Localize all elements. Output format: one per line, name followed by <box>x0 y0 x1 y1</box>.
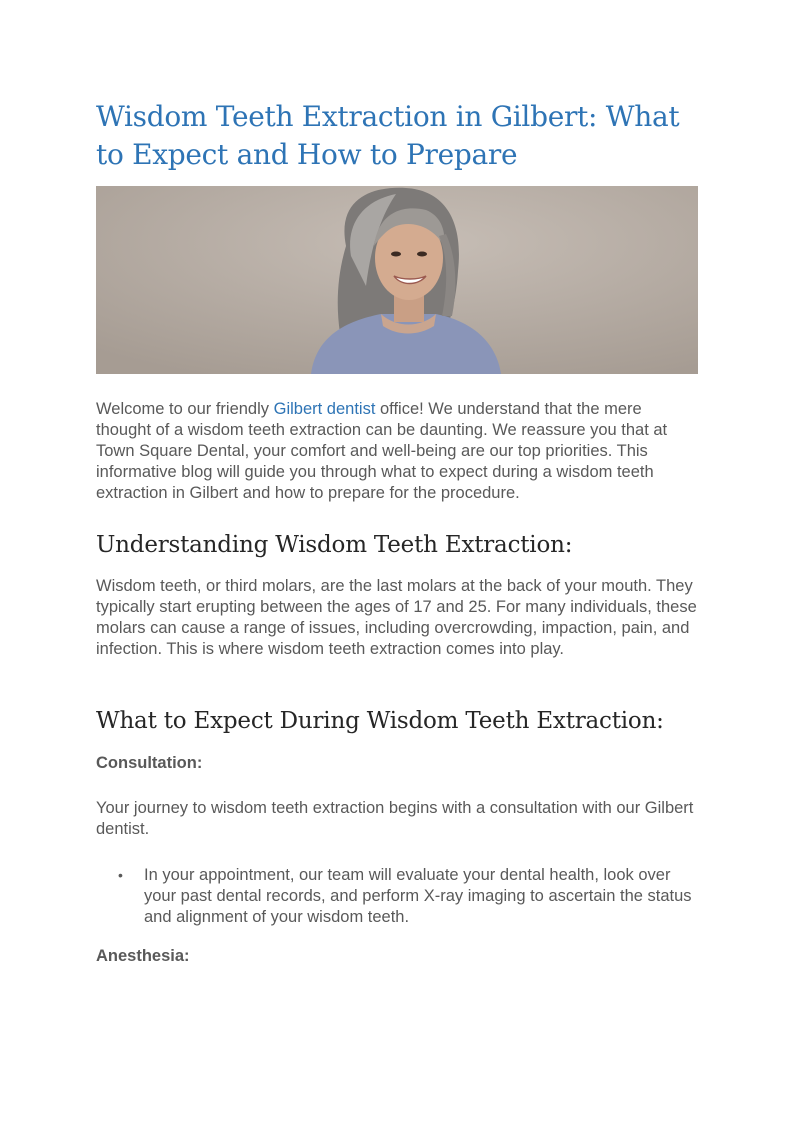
intro-text-start: Welcome to our friendly <box>96 400 274 418</box>
consultation-paragraph: Your journey to wisdom teeth extraction begins with a consultation with our Gilbert dentist. <box>96 799 694 838</box>
page-title: Wisdom Teeth Extraction in Gilbert: What to Expect and How to Prepare <box>96 100 680 171</box>
list-item <box>96 865 700 928</box>
understanding-paragraph: Wisdom teeth, or third molars, are the last molars at the back of your mouth. They typically start erupting between the ages of 17 and 25. For many individuals, these molars can cause a range of issues, including overcrowding, impaction, pain, and infection. This is where wisdom teeth extraction comes into play. <box>96 577 697 658</box>
intro-text-end: office! We understand that the mere thought of a wisdom teeth extraction can be daunting. We reassure you that at Town Square Dental, your comfort and well-being are our top priorities. This informative blog will guide you through what to expect during a wisdom teeth extraction in Gilbert and how to prepare for the procedure. <box>96 400 668 502</box>
section-heading-understanding: Understanding Wisdom Teeth Extraction: <box>96 532 573 558</box>
intro-paragraph <box>96 399 700 504</box>
consultation-bullet-list <box>96 865 700 928</box>
bullet-icon: • <box>118 867 123 883</box>
list-item-text: In your appointment, our team will evaluate your dental health, look over your past dental records, and perform X-ray imaging to ascertain the status and alignment of your wisdom teeth. <box>144 866 692 926</box>
anesthesia-heading: Anesthesia: <box>96 947 190 965</box>
smiling-woman-image <box>96 186 698 374</box>
gilbert-dentist-link[interactable]: Gilbert dentist <box>273 400 376 418</box>
section-heading-what-to-expect: What to Expect During Wisdom Teeth Extraction: <box>96 708 664 734</box>
consultation-heading: Consultation: <box>96 754 203 772</box>
hero-image <box>96 186 698 374</box>
